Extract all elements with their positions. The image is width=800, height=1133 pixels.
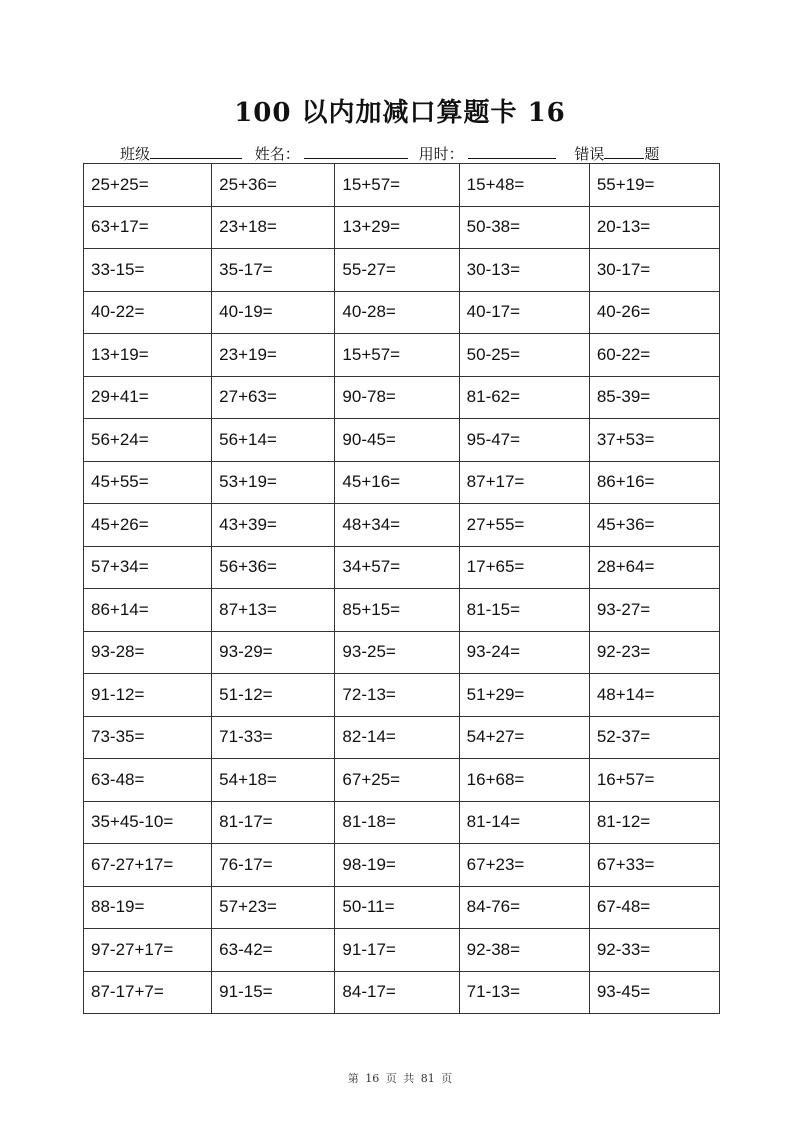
problem-cell: 98-19= — [335, 844, 459, 887]
problem-cell: 48+34= — [335, 504, 459, 547]
problem-table — [83, 163, 720, 1014]
problem-cell: 92-33= — [589, 929, 719, 972]
table-row — [84, 971, 720, 1014]
problem-cell: 81-17= — [212, 801, 335, 844]
problem-cell: 55-27= — [335, 249, 459, 292]
class-label: 班级 — [120, 145, 151, 163]
table-row — [84, 419, 720, 462]
problem-cell: 81-12= — [589, 801, 719, 844]
table-row — [84, 164, 720, 207]
problem-cell: 25+25= — [84, 164, 212, 207]
problem-cell: 67+25= — [335, 759, 459, 802]
problem-cell: 81-15= — [459, 589, 589, 632]
problem-cell: 92-38= — [459, 929, 589, 972]
problem-cell: 40-26= — [589, 291, 719, 334]
problem-cell: 63+17= — [84, 206, 212, 249]
problem-cell: 51-12= — [212, 674, 335, 717]
problem-cell: 82-14= — [335, 716, 459, 759]
problem-cell: 71-13= — [459, 971, 589, 1014]
problem-cell: 20-13= — [589, 206, 719, 249]
problem-cell: 73-35= — [84, 716, 212, 759]
problem-cell: 53+19= — [212, 461, 335, 504]
problem-cell: 52-37= — [589, 716, 719, 759]
problem-cell: 48+14= — [589, 674, 719, 717]
problem-cell: 72-13= — [335, 674, 459, 717]
problem-cell: 81-18= — [335, 801, 459, 844]
problem-cell: 81-62= — [459, 376, 589, 419]
problem-cell: 45+16= — [335, 461, 459, 504]
problem-cell: 90-45= — [335, 419, 459, 462]
problem-cell: 87-17+7= — [84, 971, 212, 1014]
problem-cell: 29+41= — [84, 376, 212, 419]
problem-cell: 93-29= — [212, 631, 335, 674]
errors-blank — [604, 144, 644, 159]
student-info-line — [120, 143, 659, 164]
class-blank — [150, 144, 242, 159]
problem-cell: 27+63= — [212, 376, 335, 419]
table-row — [84, 631, 720, 674]
problem-cell: 56+24= — [84, 419, 212, 462]
problem-cell: 40-28= — [335, 291, 459, 334]
table-row — [84, 886, 720, 929]
problem-cell: 67+23= — [459, 844, 589, 887]
problem-cell: 17+65= — [459, 546, 589, 589]
table-row — [84, 929, 720, 972]
problem-cell: 37+53= — [589, 419, 719, 462]
problem-cell: 35-17= — [212, 249, 335, 292]
problem-cell: 45+26= — [84, 504, 212, 547]
problem-cell: 86+16= — [589, 461, 719, 504]
problem-cell: 55+19= — [589, 164, 719, 207]
errors-suffix: 题 — [644, 145, 660, 163]
time-blank — [468, 144, 556, 159]
problem-cell: 87+17= — [459, 461, 589, 504]
problem-cell: 91-17= — [335, 929, 459, 972]
problem-cell: 30-17= — [589, 249, 719, 292]
problem-cell: 90-78= — [335, 376, 459, 419]
problem-cell: 45+55= — [84, 461, 212, 504]
problem-cell: 28+64= — [589, 546, 719, 589]
problem-cell: 16+57= — [589, 759, 719, 802]
problem-cell: 35+45-10= — [84, 801, 212, 844]
problem-cell: 71-33= — [212, 716, 335, 759]
problem-cell: 56+14= — [212, 419, 335, 462]
problem-cell: 15+48= — [459, 164, 589, 207]
problem-cell: 40-17= — [459, 291, 589, 334]
problem-cell: 45+36= — [589, 504, 719, 547]
problem-cell: 43+39= — [212, 504, 335, 547]
problem-cell: 33-15= — [84, 249, 212, 292]
name-label: 姓名： — [254, 145, 300, 163]
page-title: 100 以内加减口算题卡 16 — [234, 98, 566, 128]
problem-cell: 92-23= — [589, 631, 719, 674]
problem-cell: 76-17= — [212, 844, 335, 887]
problem-cell: 93-45= — [589, 971, 719, 1014]
page-footer: 第 16 页 共 81 页 — [347, 1072, 453, 1085]
table-row — [84, 249, 720, 292]
problem-cell: 93-28= — [84, 631, 212, 674]
table-row — [84, 674, 720, 717]
table-row — [84, 801, 720, 844]
problem-cell: 85+15= — [335, 589, 459, 632]
table-row — [84, 844, 720, 887]
problem-cell: 84-76= — [459, 886, 589, 929]
problem-cell: 27+55= — [459, 504, 589, 547]
problem-cell: 15+57= — [335, 334, 459, 377]
problem-cell: 91-15= — [212, 971, 335, 1014]
problem-cell: 50-38= — [459, 206, 589, 249]
table-row — [84, 716, 720, 759]
table-row — [84, 334, 720, 377]
errors-label: 错误 — [574, 145, 605, 163]
problem-cell: 30-13= — [459, 249, 589, 292]
problem-cell: 23+19= — [212, 334, 335, 377]
problem-cell: 93-27= — [589, 589, 719, 632]
name-blank — [304, 144, 408, 159]
table-row — [84, 291, 720, 334]
table-row — [84, 504, 720, 547]
problem-cell: 23+18= — [212, 206, 335, 249]
problem-cell: 25+36= — [212, 164, 335, 207]
problem-cell: 67-48= — [589, 886, 719, 929]
problem-cell: 97-27+17= — [84, 929, 212, 972]
table-row — [84, 376, 720, 419]
problem-cell: 86+14= — [84, 589, 212, 632]
problem-cell: 93-24= — [459, 631, 589, 674]
problem-cell: 15+57= — [335, 164, 459, 207]
problem-cell: 91-12= — [84, 674, 212, 717]
time-label: 用时： — [418, 145, 464, 163]
problem-cell: 95-47= — [459, 419, 589, 462]
problem-cell: 93-25= — [335, 631, 459, 674]
problem-cell: 88-19= — [84, 886, 212, 929]
problem-cell: 57+34= — [84, 546, 212, 589]
problem-cell: 40-19= — [212, 291, 335, 334]
table-row — [84, 546, 720, 589]
problem-cell: 50-11= — [335, 886, 459, 929]
problem-cell: 54+27= — [459, 716, 589, 759]
table-row — [84, 589, 720, 632]
problem-cell: 54+18= — [212, 759, 335, 802]
problem-cell: 51+29= — [459, 674, 589, 717]
problem-cell: 81-14= — [459, 801, 589, 844]
problem-cell: 57+23= — [212, 886, 335, 929]
problem-cell: 85-39= — [589, 376, 719, 419]
table-row — [84, 759, 720, 802]
problem-cell: 63-48= — [84, 759, 212, 802]
problem-cell: 63-42= — [212, 929, 335, 972]
problem-cell: 13+19= — [84, 334, 212, 377]
problem-cell: 60-22= — [589, 334, 719, 377]
problem-cell: 67+33= — [589, 844, 719, 887]
problem-cell: 56+36= — [212, 546, 335, 589]
problem-cell: 16+68= — [459, 759, 589, 802]
problem-cell: 67-27+17= — [84, 844, 212, 887]
problem-cell: 84-17= — [335, 971, 459, 1014]
problem-cell: 13+29= — [335, 206, 459, 249]
problem-cell: 87+13= — [212, 589, 335, 632]
table-row — [84, 461, 720, 504]
table-row — [84, 206, 720, 249]
problem-cell: 40-22= — [84, 291, 212, 334]
problem-cell: 34+57= — [335, 546, 459, 589]
problem-cell: 50-25= — [459, 334, 589, 377]
